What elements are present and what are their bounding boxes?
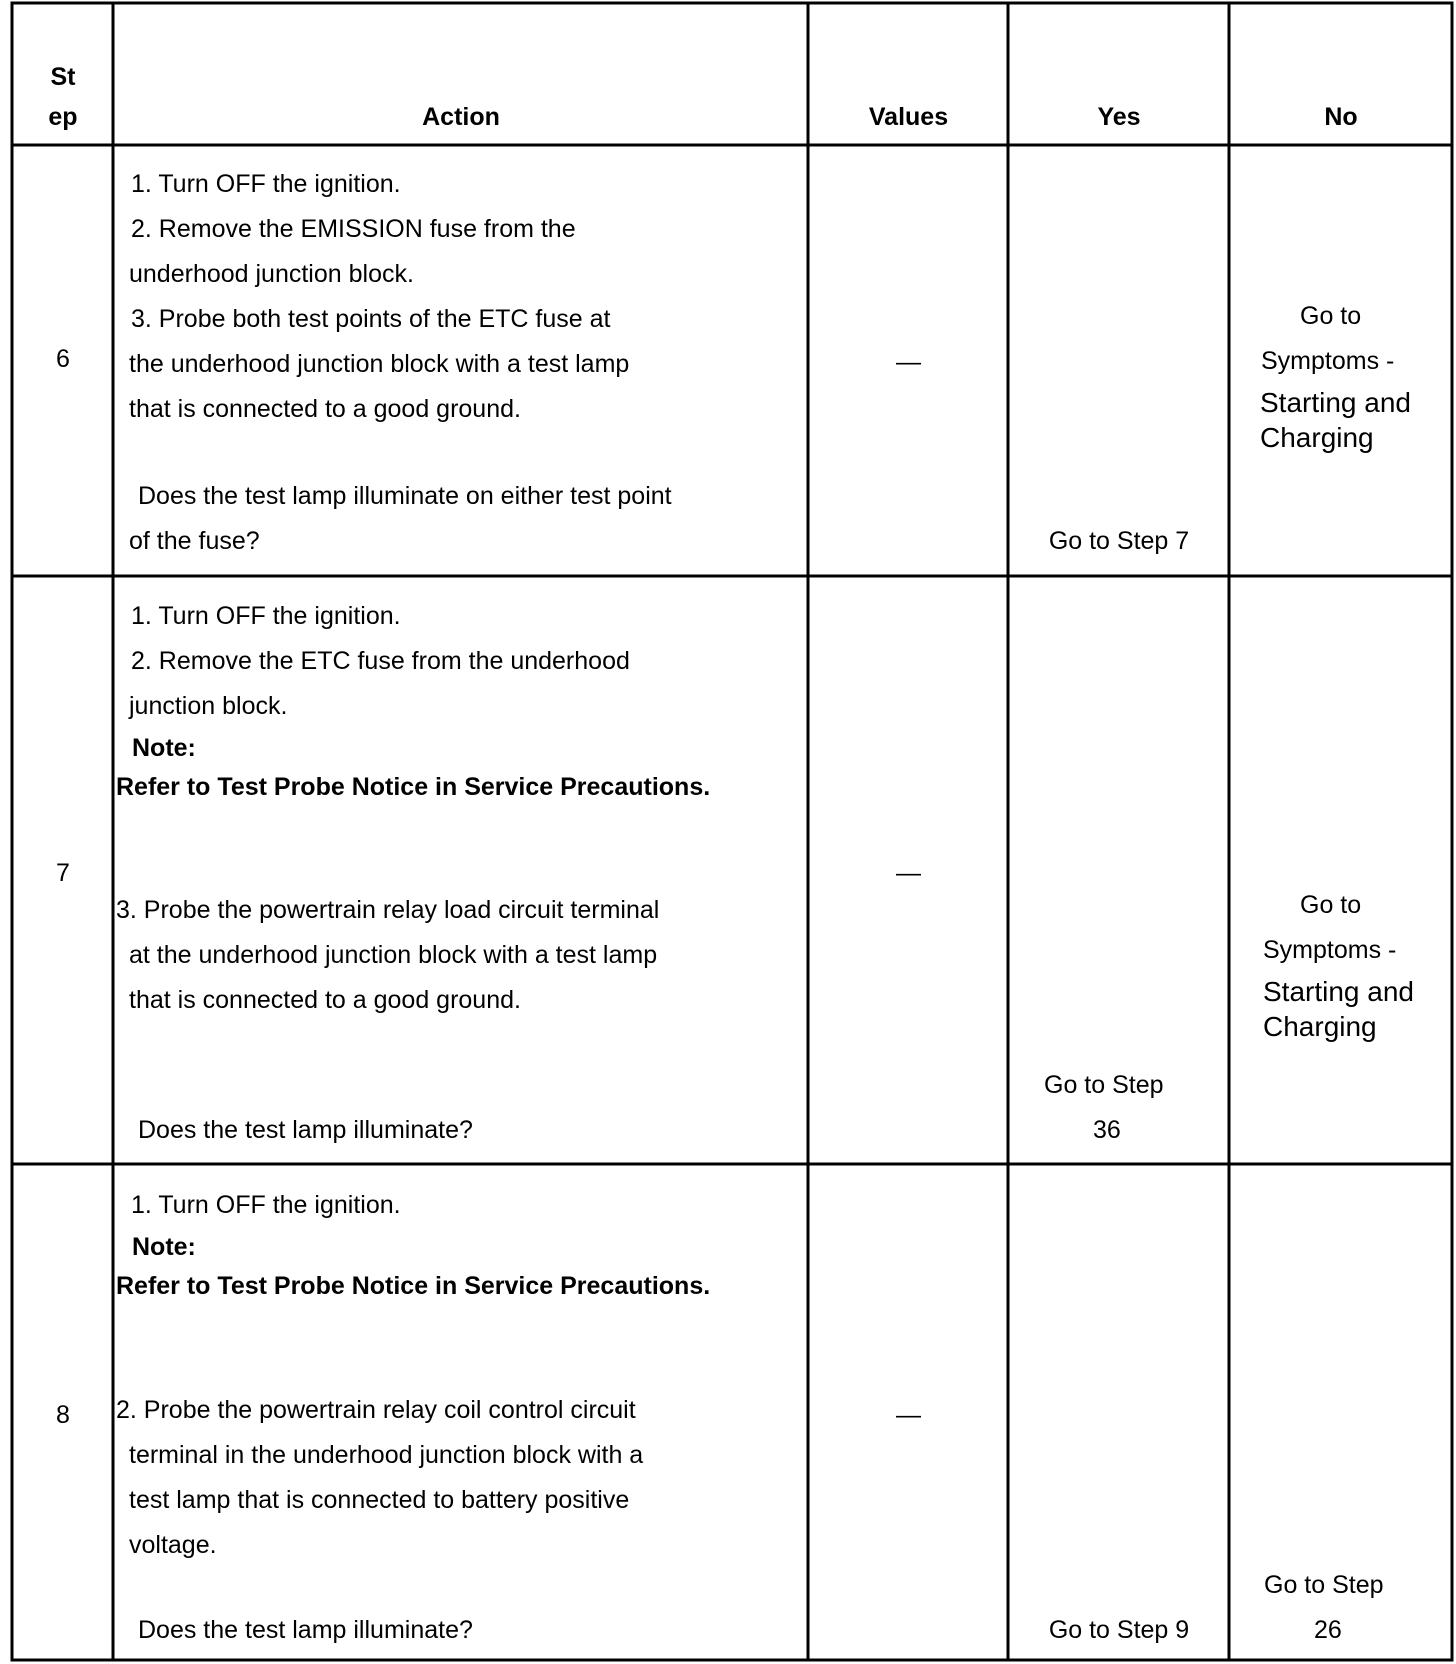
note-label: Note: — [132, 1233, 196, 1261]
step-number: 6 — [56, 345, 70, 373]
step-number: 7 — [56, 859, 70, 887]
header-action: Action — [422, 103, 500, 131]
action-question: of the fuse? — [129, 527, 260, 555]
note-label: Note: — [132, 734, 196, 762]
header-step — [13, 62, 113, 132]
yes-result: Go to Step 7 — [1048, 527, 1190, 555]
action-line: 2. Probe the powertrain relay coil control circuit — [116, 1396, 636, 1424]
header-step-line1: St — [50, 63, 76, 91]
no-result-line: Starting and — [1263, 976, 1414, 1007]
value-dash: — — [896, 348, 921, 376]
action-line: 2. Remove the EMISSION fuse from the — [131, 215, 576, 243]
step-number: 8 — [56, 1401, 70, 1429]
yes-result-line: 36 — [1093, 1116, 1121, 1144]
action-line: terminal in the underhood junction block with a — [129, 1441, 644, 1469]
header-values: Values — [868, 103, 949, 131]
action-line: junction block. — [129, 692, 288, 720]
action-line: 1. Turn OFF the ignition. — [131, 1191, 401, 1219]
action-question: Does the test lamp illuminate on either test point — [138, 482, 672, 510]
no-result-line: Charging — [1260, 422, 1374, 453]
note-text: Refer to Test Probe Notice in Service Precautions. — [116, 773, 711, 801]
note-text: Refer to Test Probe Notice in Service Precautions. — [116, 1272, 711, 1300]
no-result-line: Charging — [1263, 1011, 1377, 1042]
action-line: 3. Probe both test points of the ETC fuse at — [131, 305, 611, 333]
value-dash: — — [896, 1401, 921, 1429]
no-result-line: Symptoms - — [1263, 936, 1397, 964]
no-result-line: Symptoms - — [1261, 347, 1395, 375]
value-dash: — — [896, 859, 921, 887]
action-line: the underhood junction block with a test lamp — [129, 350, 630, 378]
action-line: 1. Turn OFF the ignition. — [131, 170, 401, 198]
action-line: that is connected to a good ground. — [129, 986, 521, 1014]
header-no: No — [1324, 103, 1358, 131]
yes-result: Go to Step 9 — [1048, 1616, 1190, 1644]
no-result-line: Starting and — [1260, 387, 1411, 418]
action-line: 3. Probe the powertrain relay load circuit terminal — [116, 896, 660, 924]
action-line: at the underhood junction block with a test lamp — [129, 941, 658, 969]
action-line: underhood junction block. — [129, 260, 414, 288]
header-step-line2: ep — [48, 103, 78, 131]
header-yes: Yes — [1097, 103, 1141, 131]
no-result-line: 26 — [1314, 1616, 1342, 1644]
no-result-line: Go to — [1300, 891, 1362, 919]
action-line: that is connected to a good ground. — [129, 395, 521, 423]
yes-result-line: Go to Step — [1044, 1071, 1164, 1099]
no-result-line: Go to — [1300, 302, 1362, 330]
action-line: test lamp that is connected to battery positive — [129, 1486, 630, 1514]
no-result-line: Go to Step — [1264, 1571, 1384, 1599]
action-question: Does the test lamp illuminate? — [138, 1616, 473, 1644]
action-line: 1. Turn OFF the ignition. — [131, 602, 401, 630]
action-line: 2. Remove the ETC fuse from the underhood — [131, 647, 630, 675]
action-question: Does the test lamp illuminate? — [138, 1116, 473, 1144]
action-line: voltage. — [129, 1531, 217, 1559]
